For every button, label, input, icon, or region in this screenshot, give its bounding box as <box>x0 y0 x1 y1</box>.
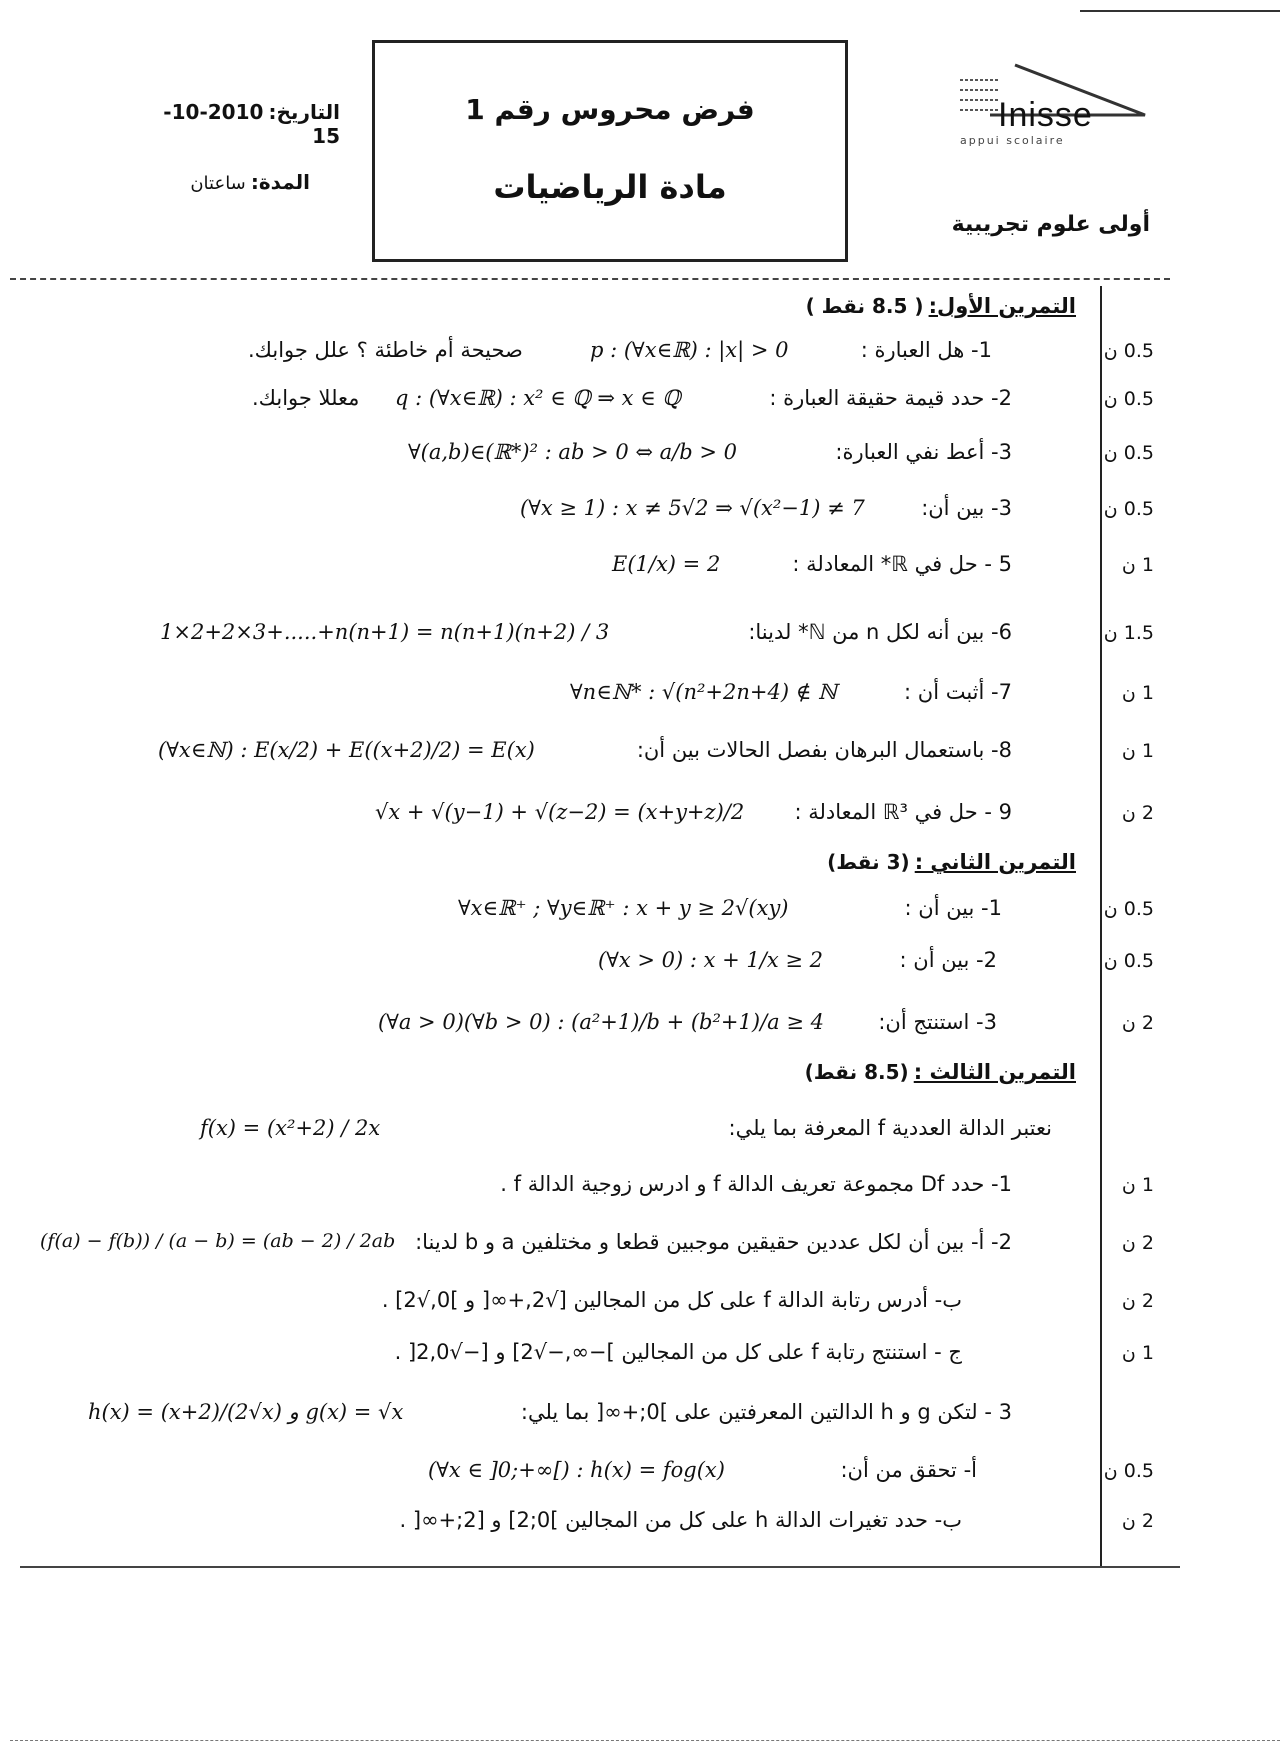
ex3-q1-text: 1- حدد Df مجموعة تعريف الدالة f و ادرس زوجية الدالة f . <box>500 1172 1012 1196</box>
ex1-q7-math: ∀n∈ℕ* : √(n²+2n+4) ∉ ℕ <box>570 680 838 704</box>
ex1-q8-math: (∀x∈ℕ) : E(x/2) + E((x+2)/2) = E(x) <box>158 738 535 762</box>
ex1-q7-text: 7- أثبت أن : <box>904 680 1012 704</box>
ex2-q2-text: 2- بين أن : <box>899 948 997 972</box>
top-rule <box>1080 10 1280 12</box>
ex2-q3-math: (∀a > 0)(∀b > 0) : (a²+1)/b + (b²+1)/a ≥ 4 <box>378 1010 824 1034</box>
ex2-q2-points: 0.5 ن <box>1103 950 1154 972</box>
logo-subtext: appui scolaire <box>960 134 1065 147</box>
ex1-q5-text: 5 - حل في ℝ* المعادلة : <box>792 552 1012 576</box>
footer-divider <box>20 1566 1180 1568</box>
ex1-q3-points: 0.5 ن <box>1103 442 1154 464</box>
date-value: 2010-10-15 <box>163 100 340 148</box>
logo-text: Inisse <box>998 96 1093 134</box>
ex1-q2-text2: معللا جوابك. <box>252 386 360 410</box>
ex1-q6-math: 1×2+2×3+.....+n(n+1) = n(n+1)(n+2) / 3 <box>160 620 610 644</box>
ex1-q1-points: 0.5 ن <box>1103 340 1154 362</box>
ex1-q3-text: 3- أعط نفي العبارة: <box>835 440 1012 464</box>
ex1-q9-points: 2 ن <box>1121 802 1154 824</box>
duration-label: المدة: <box>250 170 310 194</box>
header-divider <box>10 278 1170 280</box>
exam-title-box <box>372 40 848 262</box>
exercise2-title: التمرين الثاني : <box>914 850 1076 874</box>
exercise2-heading <box>700 850 1076 874</box>
ex1-q9-text: 9 - حل في ℝ³ المعادلة : <box>794 800 1012 824</box>
ex3-intro-math: f(x) = (x²+2) / 2x <box>200 1116 381 1140</box>
ex3-q3a-math: (∀x ∈ ]0;+∞[) : h(x) = fog(x) <box>428 1458 725 1482</box>
ex3-q3-math: h(x) = (x+2)/(2√x) و g(x) = √x <box>88 1400 404 1424</box>
ex1-q5-points: 1 ن <box>1121 554 1154 576</box>
ex3-intro-text: نعتبر الدالة العددية f المعرفة بما يلي: <box>728 1116 1052 1140</box>
ex3-q2a-math: (f(a) − f(b)) / (a − b) = (ab − 2) / 2ab <box>40 1230 396 1252</box>
ex1-q2-text: 2- حدد قيمة حقيقة العبارة : <box>769 386 1012 410</box>
ex1-q1-math: p : (∀x∈ℝ) : |x| > 0 <box>590 338 789 362</box>
ex3-q3b-text: ب- حدد تغيرات الدالة h على كل من المجالين ]0;2] و [2;+∞[ . <box>399 1508 962 1532</box>
duration-value: ساعتان <box>190 173 246 194</box>
ex2-q2-math: (∀x > 0) : x + 1/x ≥ 2 <box>598 948 824 972</box>
ex2-q1-math: ∀x∈ℝ⁺ ; ∀y∈ℝ⁺ : x + y ≥ 2√(xy) <box>458 896 789 920</box>
ex1-q4-math: (∀x ≥ 1) : x ≠ 5√2 ⇒ √(x²−1) ≠ 7 <box>520 496 865 520</box>
bottom-edge-rule <box>10 1740 1280 1741</box>
ex2-q3-text: 3- استنتج أن: <box>878 1010 997 1034</box>
ex3-q2a-text: 2- أ- بين أن لكل عددين حقيقين موجبين قطعا و مختلفين a و b لدينا: <box>415 1230 1012 1254</box>
ex1-q8-text: 8- باستعمال البرهان بفصل الحالات بين أن: <box>636 738 1012 762</box>
ex1-q6-text: 6- بين أنه لكل n من ℕ* لدينا: <box>748 620 1012 644</box>
date-row <box>140 100 340 148</box>
class-level: أولى علوم تجريبية <box>951 212 1150 237</box>
duration-row <box>140 170 310 194</box>
ex1-q5-math: E(1/x) = 2 <box>612 552 721 576</box>
ex3-q3b-points: 2 ن <box>1121 1510 1154 1532</box>
exercise1-title: التمرين الأول: <box>928 294 1076 318</box>
ex3-q1-points: 1 ن <box>1121 1174 1154 1196</box>
exercise3-heading <box>700 1060 1076 1084</box>
ex3-q2c-text: ج - استنتج رتابة f على كل من المجالين ]−∞,−√2] و [−√2,0[ . <box>394 1340 962 1364</box>
ex3-q2a-points: 2 ن <box>1121 1232 1154 1254</box>
ex1-q3-math: ∀(a,b)∈(ℝ*)² : ab > 0 ⇔ a/b > 0 <box>408 440 737 464</box>
ex2-q1-text: 1- بين أن : <box>904 896 1002 920</box>
ex3-q2c-points: 1 ن <box>1121 1342 1154 1364</box>
exercise3-points: (8.5 نقط) <box>804 1060 909 1084</box>
ex1-q1-text2: صحيحة أم خاطئة ؟ علل جوابك. <box>248 338 523 362</box>
points-column-separator <box>1100 286 1102 1566</box>
ex1-q6-points: 1.5 ن <box>1103 622 1154 644</box>
date-label: التاريخ: <box>268 100 340 124</box>
ex3-q3-text: 3 - لتكن g و h الدالتين المعرفتين على ]0;+∞[ بما يلي: <box>520 1400 1012 1424</box>
ex1-q7-points: 1 ن <box>1121 682 1154 704</box>
ex1-q1-text: 1- هل العبارة : <box>860 338 992 362</box>
ex1-q4-points: 0.5 ن <box>1103 498 1154 520</box>
ex1-q2-points: 0.5 ن <box>1103 388 1154 410</box>
exam-title-line2: مادة الرياضيات <box>493 168 727 206</box>
exam-title-line1: فرض محروس رقم 1 <box>465 93 755 126</box>
ex3-q3a-text: أ- تحقق من أن: <box>840 1458 977 1482</box>
logo <box>960 60 1160 150</box>
exercise1-heading <box>700 294 1076 318</box>
ex2-q3-points: 2 ن <box>1121 1012 1154 1034</box>
ex1-q2-math: q : (∀x∈ℝ) : x² ∈ ℚ ⇒ x ∈ ℚ <box>395 386 681 410</box>
ex3-q2b-points: 2 ن <box>1121 1290 1154 1312</box>
exercise2-points: (3 نقط) <box>827 850 910 874</box>
ex1-q4-text: 3- بين أن: <box>921 496 1012 520</box>
exercise3-title: التمرين الثالث : <box>913 1060 1076 1084</box>
ex3-q2b-text: ب- أدرس رتابة الدالة f على كل من المجالين [√2,+∞[ و ]0,√2] . <box>381 1288 962 1312</box>
ex1-q8-points: 1 ن <box>1121 740 1154 762</box>
ex2-q1-points: 0.5 ن <box>1103 898 1154 920</box>
ex1-q9-math: √x + √(y−1) + √(z−2) = (x+y+z)/2 <box>375 800 745 824</box>
exercise1-points: ( 8.5 نقط ) <box>805 294 924 318</box>
ex3-q3a-points: 0.5 ن <box>1103 1460 1154 1482</box>
